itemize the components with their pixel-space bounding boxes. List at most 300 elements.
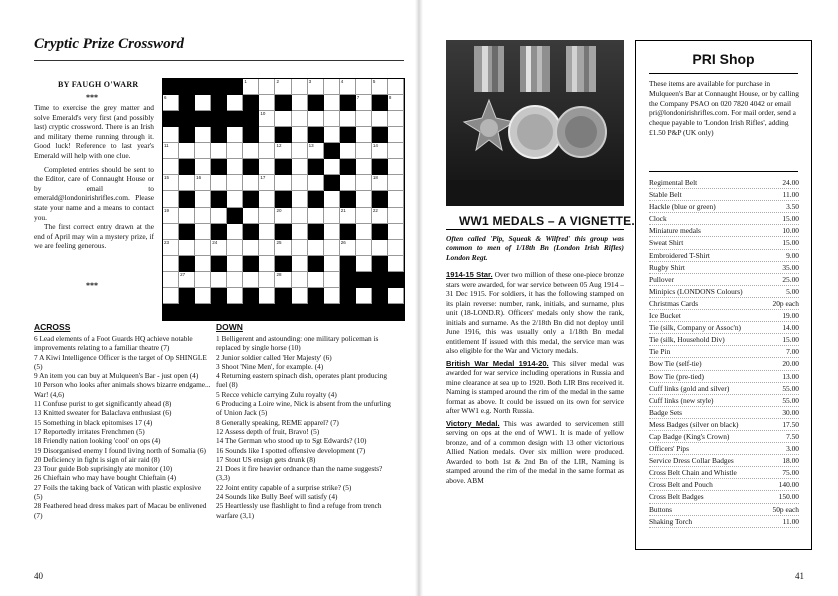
clue-number: 25 [276,239,282,245]
grid-block [211,288,227,304]
grid-cell[interactable] [356,111,372,127]
grid-cell[interactable] [259,111,275,127]
grid-cell[interactable] [356,208,372,224]
shop-item-row [649,479,799,491]
grid-cell[interactable] [227,95,243,111]
shop-item-name: Buttons [649,504,672,514]
down-clue: 8 Generally speaking, REME apparel? (7) [216,417,339,427]
across-clue: 19 Disorganised enemy I found living north of Somalia (6) [34,445,206,455]
page-number-left: 40 [34,571,43,581]
grid-block [227,111,243,127]
grid-cell[interactable] [388,288,404,304]
grid-block [372,127,388,143]
grid-cell[interactable] [292,272,308,288]
grid-block [243,304,259,320]
shop-item-price: 15.00 [782,335,799,345]
section-heading: Victory Medal. [446,418,500,428]
clue-number: 12 [276,143,282,149]
across-clue: 15 Something in black epitomises 17 (4) [34,417,153,427]
grid-cell[interactable] [259,127,275,143]
grid-block [243,95,259,111]
grid-cell[interactable] [324,127,340,143]
grid-cell[interactable] [163,191,179,207]
down-clue: 12 Assess depth of fruit, Bravo! (5) [216,426,320,436]
grid-cell[interactable] [227,240,243,256]
shop-item-name: Christmas Cards [649,298,699,308]
grid-cell[interactable] [179,175,195,191]
grid-cell[interactable] [243,208,259,224]
clue-number: 15 [164,175,170,181]
grid-cell[interactable] [324,95,340,111]
grid-cell[interactable] [292,208,308,224]
shop-item-price: 3.50 [786,202,799,212]
across-clue: 7 A Kiwi Intelligence Officer is the target of Op SHINGLE (5) [34,352,207,371]
grid-cell[interactable] [243,272,259,288]
grid-cell[interactable] [163,240,179,256]
shop-item-price: 15.00 [782,214,799,224]
grid-cell[interactable] [388,79,404,95]
grid-cell[interactable] [195,191,211,207]
grid-cell[interactable] [324,191,340,207]
grid-block [211,304,227,320]
shop-item-row [649,467,799,479]
grid-cell[interactable] [356,288,372,304]
grid-cell[interactable] [372,240,388,256]
section-victory-medal [446,419,624,486]
grid-cell[interactable] [259,224,275,240]
shop-item-price: 30.00 [782,407,799,417]
grid-cell[interactable] [324,111,340,127]
across-clue: 18 Friendly nation looking 'cool' on ops (4) [34,436,161,446]
grid-cell[interactable] [179,208,195,224]
grid-cell[interactable] [259,272,275,288]
grid-block [243,159,259,175]
grid-block [324,304,340,320]
down-clue: 14 The German who stood up to Sgt Edwards? (10) [216,436,367,446]
grid-cell[interactable] [163,256,179,272]
grid-block [308,304,324,320]
across-clue: 28 Feathered head dress makes part of Macau be enlivened (7) [34,501,207,520]
grid-cell[interactable] [195,127,211,143]
grid-cell[interactable] [227,272,243,288]
grid-cell[interactable] [372,79,388,95]
grid-cell[interactable] [356,224,372,240]
grid-block [340,159,356,175]
down-clue: 1 Belligerent and astounding: one military policeman is replaced by single horse (10) [216,334,379,353]
grid-cell[interactable] [259,159,275,175]
grid-cell[interactable] [356,256,372,272]
grid-cell[interactable] [195,224,211,240]
grid-cell[interactable] [195,208,211,224]
clue-number: 11 [164,143,169,149]
grid-block [275,127,291,143]
page-gutter [415,0,423,596]
grid-cell[interactable] [259,143,275,159]
crossword-grid[interactable] [162,78,405,321]
grid-cell[interactable] [388,127,404,143]
grid-cell[interactable] [324,208,340,224]
shop-title-divider [649,73,798,74]
grid-cell[interactable] [340,143,356,159]
grid-block [163,304,179,320]
grid-cell[interactable] [211,208,227,224]
grid-block [179,288,195,304]
section-heading: 1914-15 Star. [446,270,493,279]
medals-photo [446,40,624,206]
grid-block [227,208,243,224]
shop-item-row [649,443,799,455]
grid-cell[interactable] [211,143,227,159]
clue-number: 5 [372,79,376,84]
grid-cell[interactable] [324,224,340,240]
article-body [446,270,624,488]
shop-item-row [649,504,799,516]
grid-cell[interactable] [308,272,324,288]
down-clue: 22 Joint entity capable of a surprise strike? (5) [216,482,352,492]
grid-block [195,111,211,127]
grid-cell[interactable] [372,208,388,224]
grid-cell[interactable] [259,79,275,95]
grid-block [308,256,324,272]
grid-cell[interactable] [163,127,179,143]
grid-block [243,288,259,304]
grid-block [340,256,356,272]
shop-item-row [649,358,799,370]
grid-cell[interactable] [292,240,308,256]
grid-cell[interactable] [259,191,275,207]
grid-block [340,127,356,143]
grid-block [211,95,227,111]
shop-item-price: 11.00 [782,516,799,526]
grid-block [308,288,324,304]
shop-item-row [649,262,799,274]
grid-cell[interactable] [324,256,340,272]
shop-item-price: 24.00 [782,178,799,187]
grid-cell[interactable] [292,111,308,127]
grid-cell[interactable] [179,272,195,288]
grid-cell[interactable] [243,79,259,95]
grid-cell[interactable] [356,79,372,95]
grid-cell[interactable] [195,159,211,175]
grid-cell[interactable] [292,79,308,95]
shop-item-price: 5.00 [786,286,799,296]
grid-cell[interactable] [227,288,243,304]
grid-block [211,159,227,175]
grid-cell[interactable] [324,272,340,288]
grid-cell[interactable] [275,79,291,95]
grid-cell[interactable] [308,208,324,224]
grid-cell[interactable] [211,175,227,191]
grid-cell[interactable] [292,224,308,240]
down-clue: 24 Sounds like Bully Beef will satisfy (4) [216,492,338,502]
grid-cell[interactable] [388,175,404,191]
grid-cell[interactable] [275,240,291,256]
grid-cell[interactable] [259,240,275,256]
shop-item-name: Cuff links (gold and silver) [649,383,730,393]
grid-block [243,256,259,272]
grid-cell[interactable] [243,240,259,256]
clue-number: 18 [372,175,378,181]
clue-number: 24 [212,239,218,245]
shop-item-name: Cuff links (new style) [649,395,714,405]
shop-item-name: Pullover [649,274,675,284]
down-clues [216,334,394,520]
grid-cell[interactable] [308,175,324,191]
grid-cell[interactable] [275,272,291,288]
grid-cell[interactable] [179,143,195,159]
down-clue: 5 Recce vehicle carrying Zulu royalty (4) [216,389,337,399]
grid-block [179,95,195,111]
grid-cell[interactable] [195,240,211,256]
clue-number: 23 [164,239,170,245]
shop-item-price: 20.00 [782,359,799,369]
grid-cell[interactable] [308,79,324,95]
grid-cell[interactable] [324,159,340,175]
grid-cell[interactable] [356,95,372,111]
grid-cell[interactable] [163,272,179,288]
grid-cell[interactable] [292,143,308,159]
grid-block [372,224,388,240]
grid-cell[interactable] [340,79,356,95]
intro-paragraph-3: The first correct entry drawn at the end of April may win a mystery prize, if we are feeling generous. [34,222,154,251]
grid-cell[interactable] [340,111,356,127]
grid-cell[interactable] [259,256,275,272]
grid-cell[interactable] [356,127,372,143]
grid-cell[interactable] [243,175,259,191]
grid-cell[interactable] [259,288,275,304]
grid-cell[interactable] [195,143,211,159]
clue-number: 17 [260,175,266,181]
clue-number: 19 [164,207,170,213]
across-clue: 20 Deficiency in fight is sign of air raid (8) [34,454,160,464]
grid-cell[interactable] [163,208,179,224]
grid-block [211,111,227,127]
grid-cell[interactable] [340,240,356,256]
grid-block [308,159,324,175]
grid-cell[interactable] [163,143,179,159]
grid-cell[interactable] [372,143,388,159]
stars-divider-top: *** [86,93,98,102]
grid-cell[interactable] [275,143,291,159]
clue-number: 3 [308,79,312,84]
grid-cell[interactable] [340,175,356,191]
shop-item-name: Tie Pin [649,347,671,357]
section-war-medal [446,359,624,416]
grid-cell[interactable] [195,175,211,191]
grid-block [179,191,195,207]
grid-cell[interactable] [356,175,372,191]
shop-item-price: 35.00 [782,262,799,272]
grid-cell[interactable] [211,272,227,288]
crossword-title: Cryptic Prize Crossword [34,36,185,52]
grid-block [340,288,356,304]
shop-item-price: 18.00 [782,456,799,466]
shop-item-name: Hackle (blue or green) [649,202,716,212]
grid-cell[interactable] [356,240,372,256]
down-clue: 16 Sounds like I spotted offensive development (7) [216,445,366,455]
shop-item-price: 7.50 [786,431,799,441]
grid-cell[interactable] [179,240,195,256]
grid-block [243,111,259,127]
shop-item-name: Embroidered T-Shirt [649,250,710,260]
shop-item-price: 7.00 [786,347,799,357]
grid-cell[interactable] [259,208,275,224]
clue-number: 22 [372,207,378,213]
grid-block [179,256,195,272]
grid-block [275,191,291,207]
grid-block [372,304,388,320]
shop-item-name: Ice Bucket [649,311,681,321]
across-clue: 11 Confuse purist to get significantly ahead (8) [34,399,172,409]
clue-number: 1 [244,79,247,84]
grid-cell[interactable] [388,111,404,127]
shop-item-price: 14.00 [782,323,799,333]
grid-cell[interactable] [227,143,243,159]
grid-cell[interactable] [163,224,179,240]
grid-cell[interactable] [163,288,179,304]
section-heading: British War Medal 1914-20. [446,358,549,368]
grid-block [340,191,356,207]
grid-cell[interactable] [292,191,308,207]
clue-number: 4 [340,79,344,84]
grid-cell[interactable] [372,175,388,191]
grid-cell[interactable] [275,175,291,191]
grid-block [227,304,243,320]
grid-block [356,304,372,320]
grid-cell[interactable] [324,240,340,256]
down-clue: 2 Junior soldier called 'Her Majesty' (6) [216,352,332,362]
grid-cell[interactable] [292,127,308,143]
grid-block [308,191,324,207]
down-clue: 25 Heartlessly use flashlight to find a refuge from trench warfare (3,1) [216,501,382,520]
byline: BY FAUGH O'WARR [58,80,139,89]
shop-item-name: Cross Belt and Pouch [649,480,713,490]
grid-cell[interactable] [292,95,308,111]
shop-item-name: Tie (silk, Household Div) [649,335,725,345]
grid-block [243,224,259,240]
grid-cell[interactable] [308,111,324,127]
grid-cell[interactable] [388,208,404,224]
grid-cell[interactable] [275,208,291,224]
grid-cell[interactable] [356,143,372,159]
shop-item-price: 10.00 [782,226,799,236]
shop-item-name: Regimental Belt [649,178,698,187]
shop-item-row [649,407,799,419]
down-clue: 3 Shoot 'Nine Men', for example. (4) [216,361,324,371]
grid-cell[interactable] [388,143,404,159]
grid-cell[interactable] [292,159,308,175]
grid-cell[interactable] [292,175,308,191]
clue-number: 27 [180,271,186,277]
grid-block [340,224,356,240]
grid-cell[interactable] [259,95,275,111]
section-text: This was awarded to servicemen still serving on ops at the end of WW1. It is made of yellow bronze, and of a common design with 13 other victorious Allied Nation medals. Over six million were produced. Awarded to both 1st & 2nd Bn of the LIR, Naming is stamped around the rim of the medal in the same format as above. ABM [446,418,624,485]
grid-block [372,288,388,304]
shop-item-row [649,298,799,310]
grid-block [372,95,388,111]
shop-item-row [649,201,799,213]
grid-cell[interactable] [388,256,404,272]
grid-cell[interactable] [388,191,404,207]
shop-item-name: Bow Tie (self-tie) [649,359,702,369]
grid-cell[interactable] [163,159,179,175]
grid-cell[interactable] [227,127,243,143]
grid-block [275,224,291,240]
shop-item-name: Rugby Shirt [649,262,685,272]
grid-cell[interactable] [388,159,404,175]
grid-block [388,304,404,320]
grid-cell[interactable] [340,208,356,224]
grid-cell[interactable] [211,240,227,256]
grid-cell[interactable] [227,256,243,272]
grid-cell[interactable] [195,288,211,304]
grid-cell[interactable] [163,95,179,111]
grid-cell[interactable] [308,240,324,256]
grid-cell[interactable] [356,191,372,207]
grid-block [163,79,179,95]
grid-cell[interactable] [195,272,211,288]
grid-cell[interactable] [195,95,211,111]
across-clue: 13 Knitted sweater for Balaclava enthusiast (6) [34,408,172,418]
grid-cell[interactable] [292,256,308,272]
page-number-right: 41 [795,571,804,581]
grid-block [227,79,243,95]
shop-item-row [649,371,799,383]
clue-number: 8 [388,95,392,101]
shop-item-row [649,491,799,503]
grid-block [275,95,291,111]
pri-shop-box [635,40,812,550]
shop-item-name: Sweat Shirt [649,238,684,248]
grid-cell[interactable] [388,240,404,256]
shop-item-price: 75.00 [782,468,799,478]
across-clues [34,334,211,520]
shop-item-price: 19.00 [782,311,799,321]
shop-item-name: Tie (silk, Company or Assoc'n) [649,323,742,333]
grid-cell[interactable] [308,143,324,159]
shop-title: PRI Shop [692,51,755,67]
shop-list-divider [649,171,798,172]
grid-cell[interactable] [259,175,275,191]
grid-cell[interactable] [324,79,340,95]
grid-cell[interactable] [292,288,308,304]
article-intro: Often called 'Pip, Squeak & Wilfred' this group was common to men of 1/18th Bn (London Irish Rifles) London Regt. [446,234,624,262]
grid-cell[interactable] [227,175,243,191]
grid-cell[interactable] [227,191,243,207]
shop-item-name: Cross Belt Chain and Whistle [649,468,737,478]
grid-cell[interactable] [227,224,243,240]
grid-cell[interactable] [163,175,179,191]
down-clue: 21 Does it fire heavier ordnance than the name suggests? (3,3) [216,464,383,483]
grid-block [372,191,388,207]
shop-item-price: 55.00 [782,395,799,405]
shop-item-price: 3.00 [786,444,799,454]
grid-cell[interactable] [356,159,372,175]
grid-cell[interactable] [195,256,211,272]
grid-cell[interactable] [372,111,388,127]
intro-paragraph-1: Time to exercise the grey matter and solve Emerald's very first (and possibly last) cryptic crossword. There is an Irish and military theme running through it. Good luck! Reference to last year's Emerald will help with one clue. [34,103,154,160]
grid-cell[interactable] [275,111,291,127]
shop-item-name: Clock [649,214,667,224]
grid-cell[interactable] [388,95,404,111]
grid-block [340,95,356,111]
grid-cell[interactable] [324,288,340,304]
grid-cell[interactable] [227,159,243,175]
shop-item-price: 15.00 [782,238,799,248]
shop-item-name: Minipics (LONDONS Colours) [649,286,743,296]
grid-cell[interactable] [388,224,404,240]
grid-cell[interactable] [243,143,259,159]
